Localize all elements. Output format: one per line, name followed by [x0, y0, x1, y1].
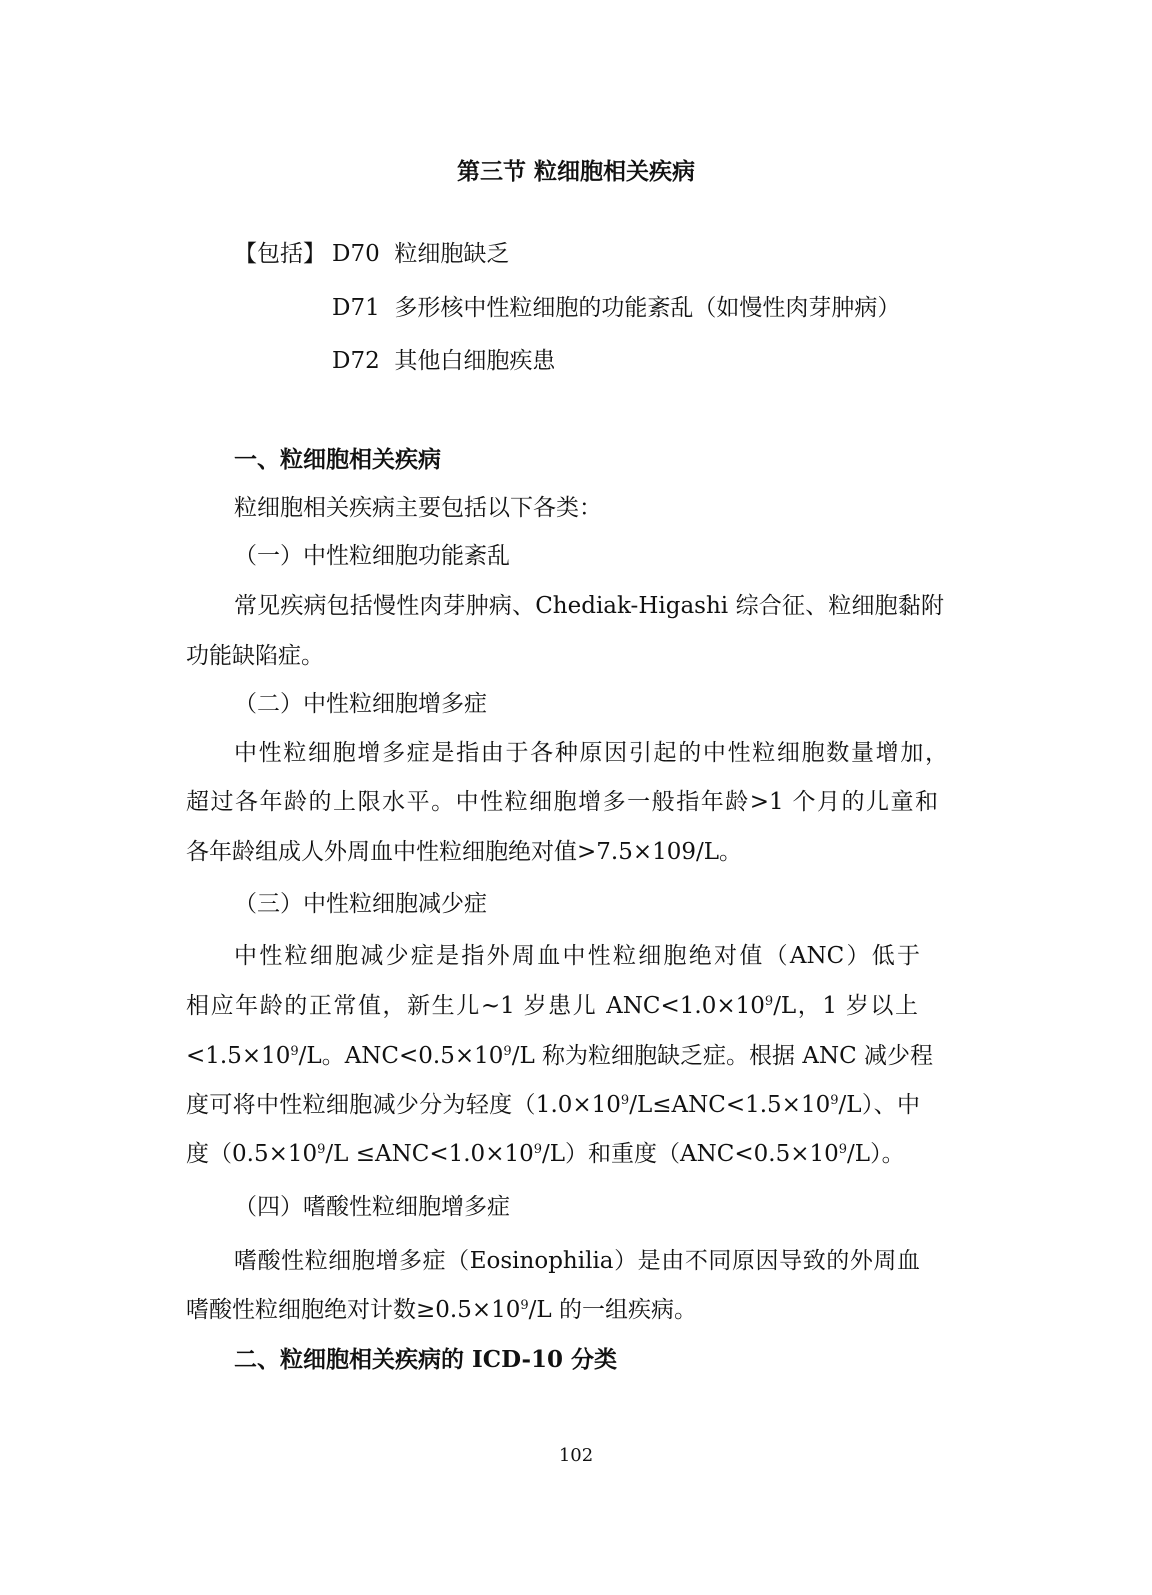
sub3-line-2: [186, 990, 918, 1022]
include-item-d71: [332, 292, 900, 324]
text-run: 嗜酸性粒细胞绝对计数≥0.5×10: [186, 1297, 521, 1323]
include-code: D72: [332, 348, 380, 374]
sub3-line-4: [186, 1089, 920, 1121]
exponent: 9: [764, 994, 774, 1009]
include-name: 粒细胞缺乏: [394, 241, 510, 267]
includes-label: 【包括】: [234, 241, 326, 267]
part1-intro: 粒细胞相关疾病主要包括以下各类：: [234, 495, 602, 521]
text-run: 度可将中性粒细胞减少分为轻度（1.0×10: [186, 1092, 621, 1118]
exponent: 9: [533, 1142, 543, 1157]
sub4-title: （四）嗜酸性粒细胞增多症: [234, 1194, 510, 1220]
include-code: D71: [332, 295, 380, 321]
include-item-d70: [332, 238, 509, 270]
text-run: <1.5×10: [186, 1043, 291, 1069]
sub2-title: （二）中性粒细胞增多症: [234, 691, 487, 717]
include-code: D70: [332, 241, 380, 267]
exponent: 9: [290, 1044, 299, 1059]
sub1-title: （一）中性粒细胞功能紊乱: [234, 543, 510, 569]
text-run: /L ≤ANC<1.0×10: [325, 1141, 534, 1167]
sub2-line-3: 各年龄组成人外周血中性粒细胞绝对值>7.5×109/L。: [186, 839, 743, 865]
exponent: 9: [830, 1093, 839, 1108]
include-name: 多形核中性粒细胞的功能紊乱（如慢性肉芽肿病）: [394, 295, 901, 321]
text-run: 度（0.5×10: [186, 1141, 318, 1167]
section-title: 第三节 粒细胞相关疾病: [456, 158, 695, 185]
text-run: /L。ANC<0.5×10: [298, 1043, 504, 1069]
sub4-line-1: 嗜酸性粒细胞增多症（Eosinophilia）是由不同原因导致的外周血: [234, 1248, 920, 1274]
text-run: /L，1 岁以上: [773, 993, 918, 1019]
text-run: /L）。: [847, 1141, 905, 1167]
exponent: 9: [503, 1044, 512, 1059]
sub3-line-1: 中性粒细胞减少症是指外周血中性粒细胞绝对值（ANC）低于: [234, 943, 920, 969]
text-run: /L）、中: [838, 1092, 920, 1118]
heading-part2: 二、粒细胞相关疾病的 ICD-10 分类: [234, 1346, 618, 1373]
sub3-line-3: [186, 1040, 933, 1072]
sub1-line-2: 功能缺陷症。: [186, 643, 324, 669]
sub2-line-2: 超过各年龄的上限水平。中性粒细胞增多一般指年龄>1 个月的儿童和: [186, 789, 938, 815]
sub3-title: （三）中性粒细胞减少症: [234, 891, 487, 917]
text-run: /L≤ANC<1.5×10: [629, 1092, 831, 1118]
text-run: /L 称为粒细胞缺乏症。根据 ANC 减少程: [511, 1043, 933, 1069]
text-run: 相应年龄的正常值，新生儿~1 岁患儿 ANC<1.0×10: [186, 993, 765, 1019]
text-run: /L 的一组疾病。: [528, 1297, 698, 1323]
exponent: 9: [838, 1142, 848, 1157]
exponent: 9: [520, 1298, 529, 1313]
sub3-line-5: [186, 1138, 905, 1170]
exponent: 9: [317, 1142, 326, 1157]
page-number: 102: [558, 1445, 594, 1466]
sub1-line-1: 常见疾病包括慢性肉芽肿病、Chediak-Higashi 综合征、粒细胞黏附: [234, 593, 944, 619]
text-run: /L）和重度（ANC<0.5×10: [542, 1141, 839, 1167]
include-name: 其他白细胞疾患: [394, 348, 556, 374]
sub2-line-1: 中性粒细胞增多症是指由于各种原因引起的中性粒细胞数量增加，: [234, 740, 948, 766]
heading-part1: 一、粒细胞相关疾病: [234, 446, 441, 473]
exponent: 9: [620, 1093, 630, 1108]
include-item-d72: [332, 345, 555, 377]
sub4-line-2: [186, 1294, 697, 1326]
